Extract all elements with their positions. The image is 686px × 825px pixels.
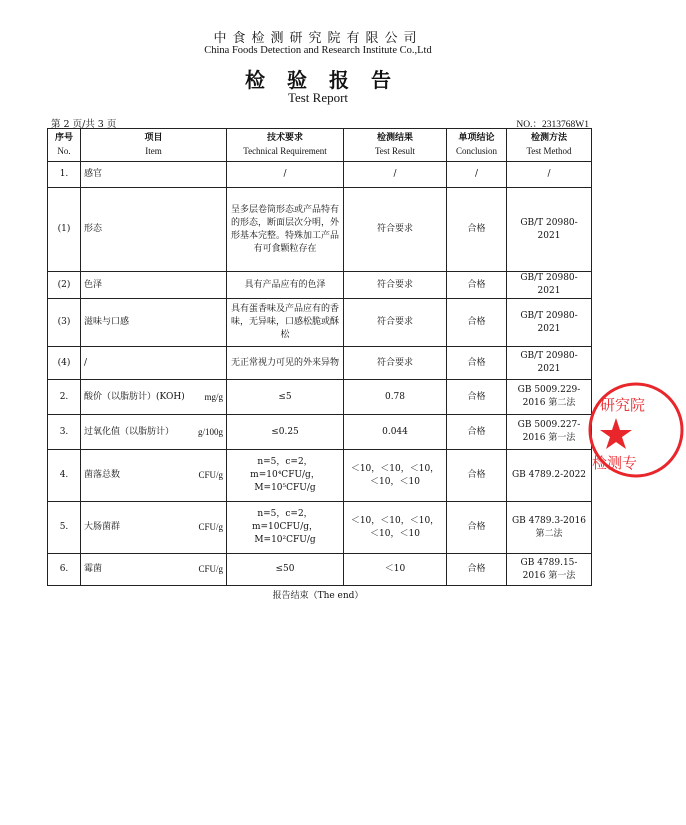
table-row: [48, 347, 592, 380]
cell-result: /: [344, 162, 447, 188]
cell-no: 5.: [48, 502, 81, 554]
cell-req: ≤0.25: [227, 415, 344, 450]
table-row: [48, 450, 592, 502]
header-method: 检测方法 Test Method: [507, 129, 592, 162]
cell-method: GB/T 20980-2021: [507, 272, 592, 299]
cell-conclusion: 合格: [447, 380, 507, 415]
cell-method: GB/T 20980-2021: [507, 188, 592, 272]
seal-stamp-icon: [586, 380, 686, 480]
cell-result: 符合要求: [344, 272, 447, 299]
cell-req: n=5，c=2， m=10⁴CFU/g， M=10⁵CFU/g: [227, 450, 344, 502]
cell-req: 呈多层卷筒形态或产品特有的形态，断面层次分明，外形基本完整。特殊加工产品有可食颗粒存在: [227, 188, 344, 272]
org-name-cn: 中食检测研究院有限公司: [213, 31, 423, 46]
cell-method: GB 4789.2-2022: [507, 450, 592, 502]
seal-text-bottom: 检测专: [592, 454, 638, 472]
header-requirement: 技术要求 Technical Requirement: [227, 129, 344, 162]
cell-method: GB 5009.227-2016 第一法: [507, 415, 592, 450]
cell-req: ≤5: [227, 380, 344, 415]
header-result: 检测结果 Test Result: [344, 129, 447, 162]
cell-conclusion: 合格: [447, 415, 507, 450]
cell-conclusion: 合格: [447, 299, 507, 347]
cell-method: GB/T 20980-2021: [507, 299, 592, 347]
cell-result: 符合要求: [344, 299, 447, 347]
cell-result: ＜10，＜10，＜10，＜10，＜10: [344, 502, 447, 554]
cell-no: 6.: [48, 554, 81, 586]
cell-item: 色泽: [81, 272, 227, 299]
cell-conclusion: 合格: [447, 502, 507, 554]
cell-item: 过氧化值（以脂肪计） g/100g: [81, 415, 227, 450]
cell-method: GB 4789.15-2016 第一法: [507, 554, 592, 586]
cell-conclusion: 合格: [447, 347, 507, 380]
header-no: 序号 No.: [48, 129, 81, 162]
report-title-en: Test Report: [287, 90, 349, 105]
cell-conclusion: 合格: [447, 188, 507, 272]
cell-result: ＜10: [344, 554, 447, 586]
report-number: NO.：2313768W1: [516, 120, 589, 130]
cell-no: (3): [48, 299, 81, 347]
page-info: 第 2 页/共 3 页: [51, 119, 117, 130]
cell-no: (4): [48, 347, 81, 380]
table-row: [48, 272, 592, 299]
cell-item: 酸价（以脂肪计）(KOH) mg/g: [81, 380, 227, 415]
cell-item: 感官: [81, 162, 227, 188]
cell-conclusion: 合格: [447, 272, 507, 299]
results-table: [47, 128, 592, 586]
table-row: [48, 162, 592, 188]
cell-item: 滋味与口感: [81, 299, 227, 347]
cell-result: ＜10，＜10，＜10，＜10，＜10: [344, 450, 447, 502]
report-title-cn: 检验报告: [245, 68, 413, 92]
cell-result: 符合要求: [344, 188, 447, 272]
table-row: [48, 415, 592, 450]
cell-item: 大肠菌群 CFU/g: [81, 502, 227, 554]
cell-item: 菌落总数 CFU/g: [81, 450, 227, 502]
table-row: [48, 299, 592, 347]
cell-no: 1.: [48, 162, 81, 188]
cell-req: 无正常视力可见的外来异物: [227, 347, 344, 380]
cell-conclusion: 合格: [447, 450, 507, 502]
cell-no: (2): [48, 272, 81, 299]
cell-conclusion: /: [447, 162, 507, 188]
cell-result: 0.044: [344, 415, 447, 450]
cell-req: /: [227, 162, 344, 188]
header-item: 项目 Item: [81, 129, 227, 162]
seal-text-top: 研究院: [600, 396, 646, 414]
cell-method: GB 4789.3-2016 第二法: [507, 502, 592, 554]
cell-no: 3.: [48, 415, 81, 450]
cell-item: 霉菌 CFU/g: [81, 554, 227, 586]
cell-result: 0.78: [344, 380, 447, 415]
cell-req: 具有蛋香味及产品应有的香味，无异味，口感松脆或酥松: [227, 299, 344, 347]
cell-req: ≤50: [227, 554, 344, 586]
cell-item: 形态: [81, 188, 227, 272]
cell-result: 符合要求: [344, 347, 447, 380]
cell-method: GB 5009.229-2016 第二法: [507, 380, 592, 415]
cell-no: 2.: [48, 380, 81, 415]
cell-req: n=5，c=2， m=10CFU/g， M=10²CFU/g: [227, 502, 344, 554]
table-row: [48, 380, 592, 415]
org-name-en: China Foods Detection and Research Institute Co.,Ltd: [204, 45, 432, 56]
cell-no: (1): [48, 188, 81, 272]
table-header-row: [48, 129, 592, 162]
table-row: [48, 502, 592, 554]
cell-item: /: [81, 347, 227, 380]
seal-star-icon: [600, 418, 632, 449]
cell-method: GB/T 20980-2021: [507, 347, 592, 380]
header-conclusion: 单项结论 Conclusion: [447, 129, 507, 162]
end-note: 报告结束（The end）: [272, 591, 364, 601]
cell-method: /: [507, 162, 592, 188]
cell-no: 4.: [48, 450, 81, 502]
cell-conclusion: 合格: [447, 554, 507, 586]
cell-req: 具有产品应有的色泽: [227, 272, 344, 299]
table-row: [48, 188, 592, 272]
table-row: [48, 554, 592, 586]
